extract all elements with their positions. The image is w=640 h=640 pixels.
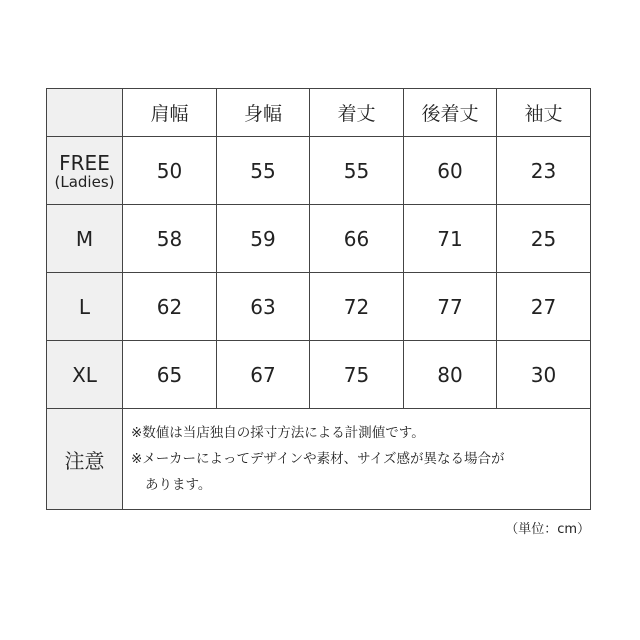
table-cell: 66: [310, 205, 404, 273]
table-row: [47, 341, 591, 409]
header-body-width: 身幅: [217, 89, 310, 137]
table-cell: 25: [497, 205, 591, 273]
note-label: 注意: [47, 409, 123, 510]
size-label: M: [75, 226, 94, 251]
header-back-length: 後着丈: [404, 89, 497, 137]
table-cell: 72: [310, 273, 404, 341]
unit-label: （単位：cm）: [505, 522, 590, 537]
table-cell: 23: [497, 137, 591, 205]
note-line: あります。: [145, 477, 212, 493]
table-row: [47, 137, 591, 205]
table-cell: 58: [123, 205, 217, 273]
note-row: [47, 409, 591, 510]
size-label-cell: [47, 205, 123, 273]
size-label-cell: [47, 137, 123, 205]
header-sleeve-length: 袖丈: [497, 89, 591, 137]
note-text: [123, 409, 591, 510]
table-cell: 27: [497, 273, 591, 341]
table-cell: 67: [217, 341, 310, 409]
size-sub-label: (Ladies): [54, 172, 115, 191]
size-label: FREE: [59, 150, 110, 175]
size-label-cell: [47, 273, 123, 341]
table-cell: 55: [310, 137, 404, 205]
table-cell: 71: [404, 205, 497, 273]
size-chart-table: [46, 88, 591, 510]
table-cell: 55: [217, 137, 310, 205]
table-cell: 62: [123, 273, 217, 341]
table-cell: 65: [123, 341, 217, 409]
size-label-cell: [47, 341, 123, 409]
note-line: ※数値は当店独自の採寸方法による計測値です。: [131, 425, 425, 441]
note-line: ※メーカーによってデザインや素材、サイズ感が異なる場合が: [131, 451, 505, 467]
header-length: 着丈: [310, 89, 404, 137]
table-cell: 50: [123, 137, 217, 205]
table-cell: 60: [404, 137, 497, 205]
header-corner: [47, 89, 123, 137]
table-cell: 80: [404, 341, 497, 409]
table-cell: 30: [497, 341, 591, 409]
table-cell: 75: [310, 341, 404, 409]
table-row: [47, 205, 591, 273]
table-row: [47, 273, 591, 341]
header-row: [47, 89, 591, 137]
table-cell: 63: [217, 273, 310, 341]
table-cell: 77: [404, 273, 497, 341]
size-label: L: [78, 294, 91, 319]
header-shoulder-width: 肩幅: [123, 89, 217, 137]
table-cell: 59: [217, 205, 310, 273]
size-label: XL: [72, 362, 97, 387]
